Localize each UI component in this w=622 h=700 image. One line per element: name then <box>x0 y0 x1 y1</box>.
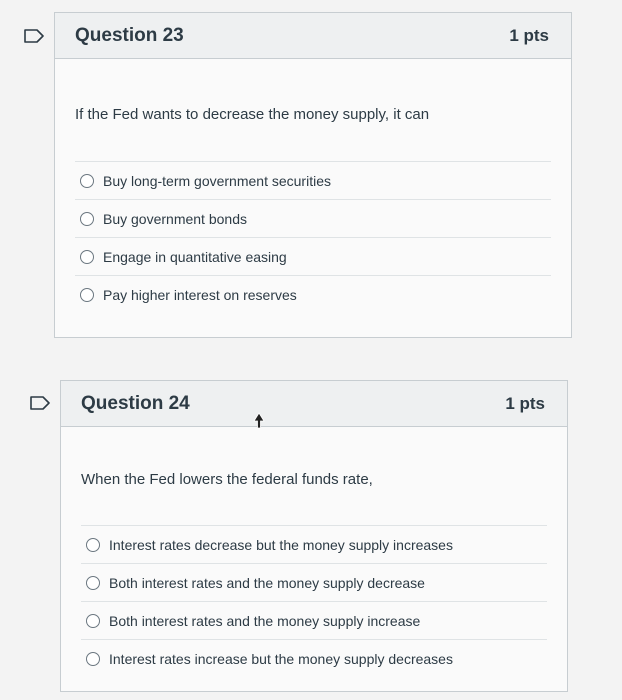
answer-label: Buy government bonds <box>103 210 247 227</box>
radio-button[interactable] <box>86 538 100 552</box>
radio-button[interactable] <box>80 250 94 264</box>
answer-option[interactable] <box>75 238 551 276</box>
question-title: Question 24 <box>81 392 190 414</box>
radio-button[interactable] <box>86 652 100 666</box>
radio-button[interactable] <box>80 174 94 188</box>
answer-label: Both interest rates and the money supply decrease <box>109 574 425 591</box>
answer-label: Both interest rates and the money supply increase <box>109 612 421 629</box>
answer-option[interactable] <box>81 602 547 640</box>
question-points: 1 pts <box>509 25 549 45</box>
answer-list <box>81 525 547 677</box>
answer-option[interactable] <box>81 640 547 677</box>
radio-button[interactable] <box>86 614 100 628</box>
answer-option[interactable] <box>75 162 551 200</box>
question-header <box>61 381 567 427</box>
radio-button[interactable] <box>80 212 94 226</box>
answer-option[interactable] <box>81 564 547 602</box>
question-points: 1 pts <box>505 393 545 413</box>
answer-option[interactable] <box>81 526 547 564</box>
answer-label: Pay higher interest on reserves <box>103 286 297 303</box>
radio-button[interactable] <box>86 576 100 590</box>
flag-question-icon[interactable] <box>24 29 44 43</box>
answer-list <box>75 161 551 313</box>
question-text: If the Fed wants to decrease the money supply, it can <box>75 106 430 123</box>
question-card <box>54 12 572 338</box>
answer-option[interactable] <box>75 276 551 313</box>
answer-label: Engage in quantitative easing <box>103 248 287 265</box>
question-text: When the Fed lowers the federal funds rate, <box>81 471 373 488</box>
answer-option[interactable] <box>75 200 551 238</box>
answer-label: Interest rates decrease but the money supply increases <box>109 536 453 553</box>
question-card <box>60 380 568 692</box>
answer-label: Interest rates increase but the money supply decreases <box>109 650 453 667</box>
question-title: Question 23 <box>75 24 184 46</box>
answer-label: Buy long-term government securities <box>103 172 331 189</box>
question-header <box>55 13 571 59</box>
flag-question-icon[interactable] <box>30 396 50 410</box>
radio-button[interactable] <box>80 288 94 302</box>
mouse-cursor-icon <box>252 412 266 435</box>
